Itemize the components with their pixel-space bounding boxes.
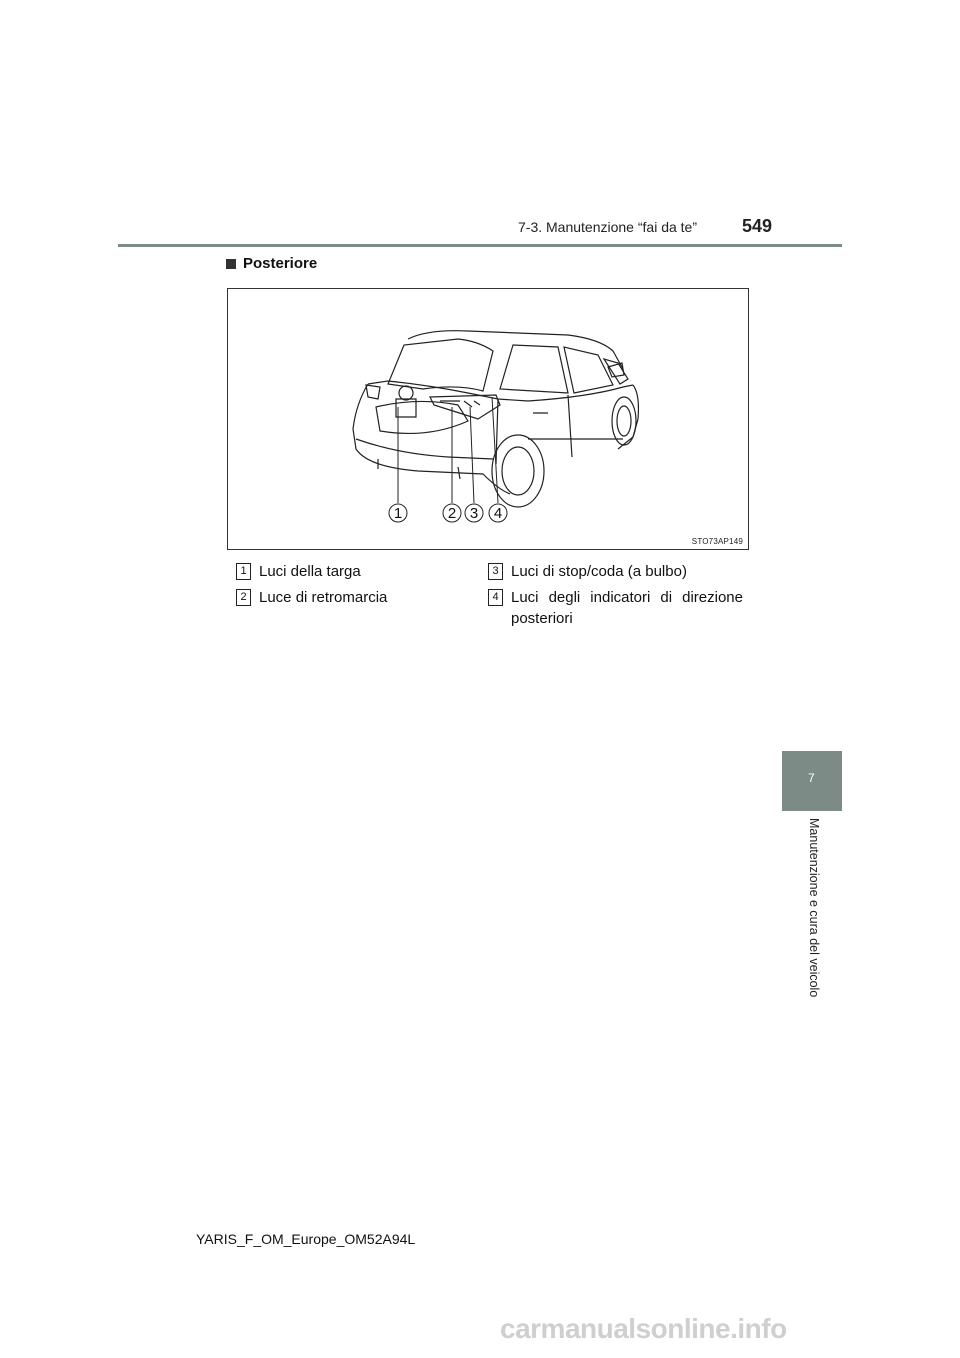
legend-item-4 bbox=[488, 587, 743, 629]
chapter-side-label-text: Manutenzione e cura del veicolo bbox=[807, 818, 821, 998]
figure-code: STO73AP149 bbox=[691, 537, 743, 546]
header-rule bbox=[118, 244, 842, 247]
legend-item-1 bbox=[236, 561, 491, 582]
legend-text: Luci di stop/coda (a bulbo) bbox=[511, 563, 687, 580]
legend-number: 1 bbox=[236, 563, 251, 580]
header-section-title: 7-3. Manutenzione “fai da te” bbox=[518, 219, 697, 235]
page-number: 549 bbox=[742, 216, 773, 236]
square-bullet-icon bbox=[226, 259, 236, 269]
footer-doc-code: YARIS_F_OM_Europe_OM52A94L bbox=[196, 1231, 416, 1247]
callout-4: 4 bbox=[493, 505, 503, 522]
legend-number: 4 bbox=[488, 589, 503, 606]
watermark: carmanualsonline.info bbox=[500, 1313, 787, 1344]
car-rear-figure bbox=[227, 288, 749, 550]
section-title bbox=[226, 255, 317, 272]
callout-3: 3 bbox=[469, 505, 479, 522]
legend-text: Luci degli indicatori di direzione posteriori bbox=[511, 589, 743, 627]
legend-number: 3 bbox=[488, 563, 503, 580]
legend-item-2 bbox=[236, 587, 491, 608]
chapter-side-label bbox=[805, 818, 825, 1008]
legend-text: Luci della targa bbox=[259, 563, 361, 580]
legend-item-3 bbox=[488, 561, 743, 582]
legend-number: 2 bbox=[236, 589, 251, 606]
section-title-text: Posteriore bbox=[243, 255, 318, 272]
chapter-tab bbox=[782, 751, 842, 811]
legend-text: Luce di retromarcia bbox=[259, 589, 388, 606]
callout-2: 2 bbox=[447, 505, 457, 522]
callout-1: 1 bbox=[393, 505, 403, 522]
car-rear-illustration bbox=[228, 289, 748, 549]
chapter-number: 7 bbox=[808, 771, 815, 785]
